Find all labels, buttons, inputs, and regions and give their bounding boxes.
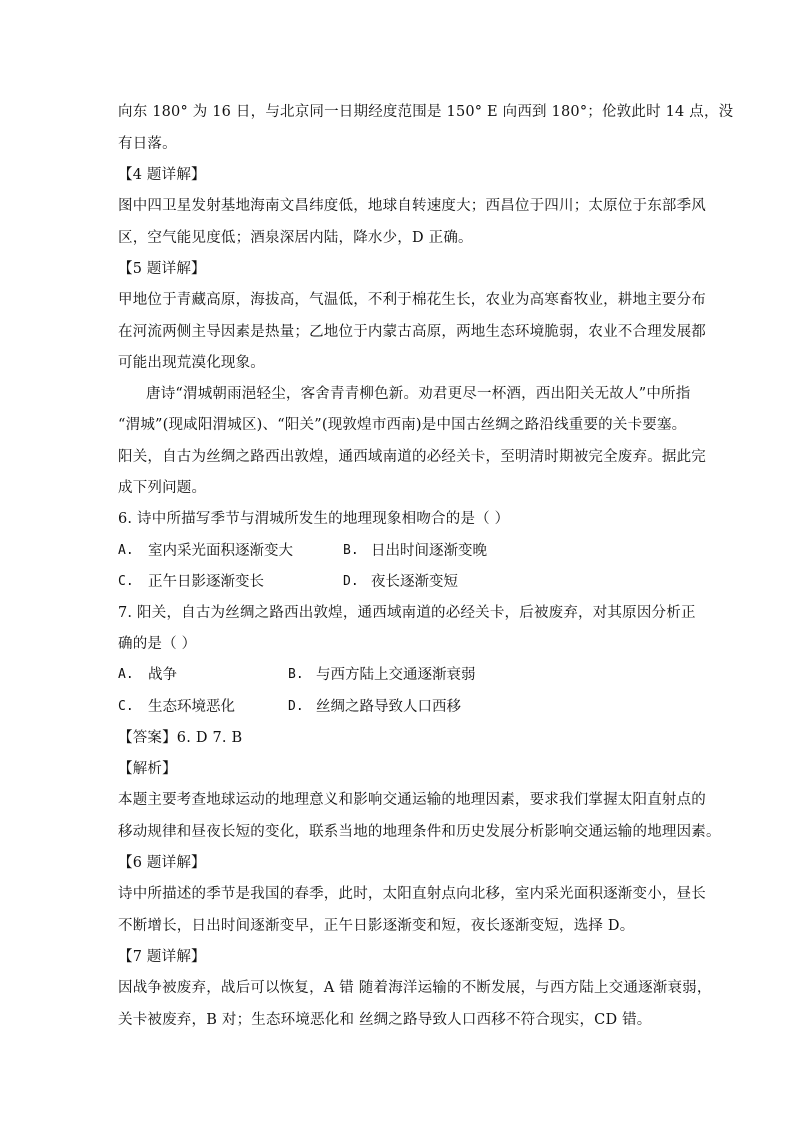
option-label: C. xyxy=(118,574,134,589)
option-label: D. xyxy=(288,699,304,714)
text-line: 向东 180° 为 16 日，与北京同一日期经度范围是 150° E 向西到 180°；伦敦此时 14 点，没 xyxy=(118,104,734,120)
text-line: 诗中所描述的季节是我国的春季，此时，太阳直射点向北移，室内采光面积逐渐变小，昼长 xyxy=(118,886,706,902)
passage-line: 阳关，自古为丝绸之路西出敦煌，通西域南道的必经关卡，至明清时期被完全废弃。据此完 xyxy=(118,449,706,465)
question-7-cont: 确的是（ ） xyxy=(118,636,197,652)
option-label: C. xyxy=(118,699,134,714)
analysis-heading: 【解析】 xyxy=(118,761,177,777)
text-line: 甲地位于青藏高原，海拔高，气温低，不利于棉花生长，农业为高寒畜牧业，耕地主要分布 xyxy=(118,292,706,308)
passage-line: 成下列问题。 xyxy=(118,480,207,496)
option-text: 战争 xyxy=(148,667,177,683)
text-line: 移动规律和昼夜长短的变化，联系当地的地理条件和历史发展分析影响交通运输的地理因素。 xyxy=(118,824,721,840)
q7-options-row-1 xyxy=(0,665,794,685)
passage-line: “渭城”(现咸阳渭城区)、“阳关”(现敦煌市西南)是中国古丝绸之路沿线重要的关卡要塞。 xyxy=(118,417,687,433)
option-label: A. xyxy=(118,667,134,682)
option-text: 室内采光面积逐渐变大 xyxy=(148,543,293,559)
text-line: 本题主要考查地球运动的地理意义和影响交通运输的地理因素，要求我们掌握太阳直射点的 xyxy=(118,792,706,808)
option-label: D. xyxy=(343,574,359,589)
section-heading-q4: 【4 题详解】 xyxy=(118,167,206,183)
q6-options-row-2 xyxy=(0,572,794,592)
option-text: 生态环境恶化 xyxy=(148,699,235,715)
text-line: 关卡被废弃，B 对；生态环境恶化和 丝绸之路导致人口西移不符合现实，CD 错。 xyxy=(118,1012,652,1028)
text-line: 有日落。 xyxy=(118,136,177,152)
section-heading-q7: 【7 题详解】 xyxy=(118,949,206,965)
q7-options-row-2 xyxy=(0,697,794,717)
answer-line: 【答案】6. D 7. B xyxy=(118,730,243,746)
option-text: 与西方陆上交通逐渐衰弱 xyxy=(316,667,476,683)
q6-options-row-1 xyxy=(0,541,794,561)
option-text: 正午日影逐渐变长 xyxy=(148,574,264,590)
text-line: 不断增长，日出时间逐渐变早，正午日影逐渐变和短，夜长逐渐变短，选择 D。 xyxy=(118,918,635,934)
text-line: 在河流两侧主导因素是热量；乙地位于内蒙古高原，两地生态环境脆弱，农业不合理发展都 xyxy=(118,324,706,340)
question-6: 6. 诗中所描写季节与渭城所发生的地理现象相吻合的是（ ） xyxy=(118,511,510,527)
option-label: B. xyxy=(343,543,359,558)
question-7: 7. 阳关，自古为丝绸之路西出敦煌，通西域南道的必经关卡，后被废弃，对其原因分析正 xyxy=(118,605,696,621)
option-text: 丝绸之路导致人口西移 xyxy=(316,699,461,715)
section-heading-q5: 【5 题详解】 xyxy=(118,261,206,277)
text-line: 因战争被废弃，战后可以恢复，A 错 随着海洋运输的不断发展，与西方陆上交通逐渐衰弱， xyxy=(118,980,712,996)
option-text: 夜长逐渐变短 xyxy=(371,574,458,590)
text-line: 区，空气能见度低；酒泉深居内陆，降水少，D 正确。 xyxy=(118,230,473,246)
section-heading-q6: 【6 题详解】 xyxy=(118,855,206,871)
text-line: 可能出现荒漠化现象。 xyxy=(118,355,265,371)
text-line: 图中四卫星发射基地海南文昌纬度低，地球自转速度大；西昌位于四川；太原位于东部季风 xyxy=(118,198,706,214)
option-label: A. xyxy=(118,543,134,558)
option-text: 日出时间逐渐变晚 xyxy=(371,543,487,559)
option-label: B. xyxy=(288,667,304,682)
passage-line: 唐诗“渭城朝雨浥轻尘，客舍青青柳色新。劝君更尽一杯酒，西出阳关无故人”中所指 xyxy=(146,386,691,402)
